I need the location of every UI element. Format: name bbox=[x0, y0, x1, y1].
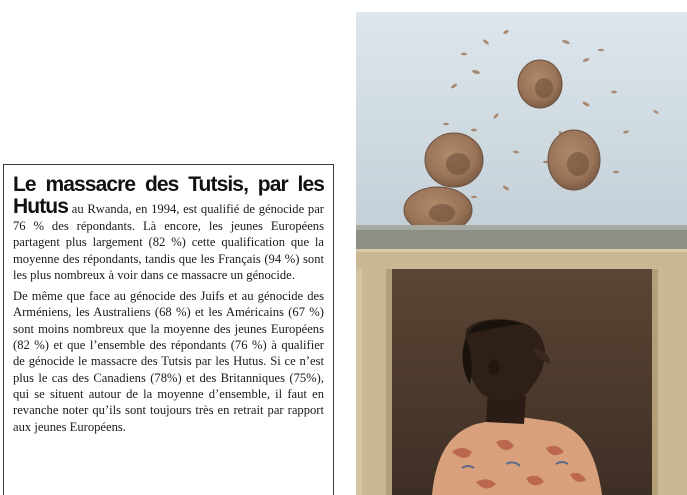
article-text-box bbox=[3, 164, 334, 495]
paragraph-2: De même que face au génocide des Juifs et au génocide des Arméniens, les Australiens (68 %) et les Américains (67 %) sont moins nombreux que la moyenne des jeunes Européens (82 %) et que l’ensemble des répondants (76 %) à qualifier de génocide le massacre des Tutsis par les Hutus. Si ce n’est plus le cas des Canadiens (78%) et des Britanniques (75%), qui se situent autour de la moyenne d’ensemble, il faut en revanche noter qu’ils sont toujours très en retrait par rapport aux jeunes Européens. bbox=[13, 289, 324, 434]
article-headline: Le massacre des Tutsis, par les Hutus bbox=[13, 173, 324, 218]
photo-bullet-holes-wall bbox=[356, 12, 687, 495]
paragraph-1-body: au Rwanda, en 1994, est qualifié de génocide par 76 % des répondants. Là encore, les jeunes Européens partagent plus largement (82 %) cette qualification que la moyenne des répondants, tandis que les Français (94 %) sont les plus nombreux à voir dans ce massacre un génocide. bbox=[13, 202, 324, 282]
paragraph-1 bbox=[13, 174, 324, 283]
